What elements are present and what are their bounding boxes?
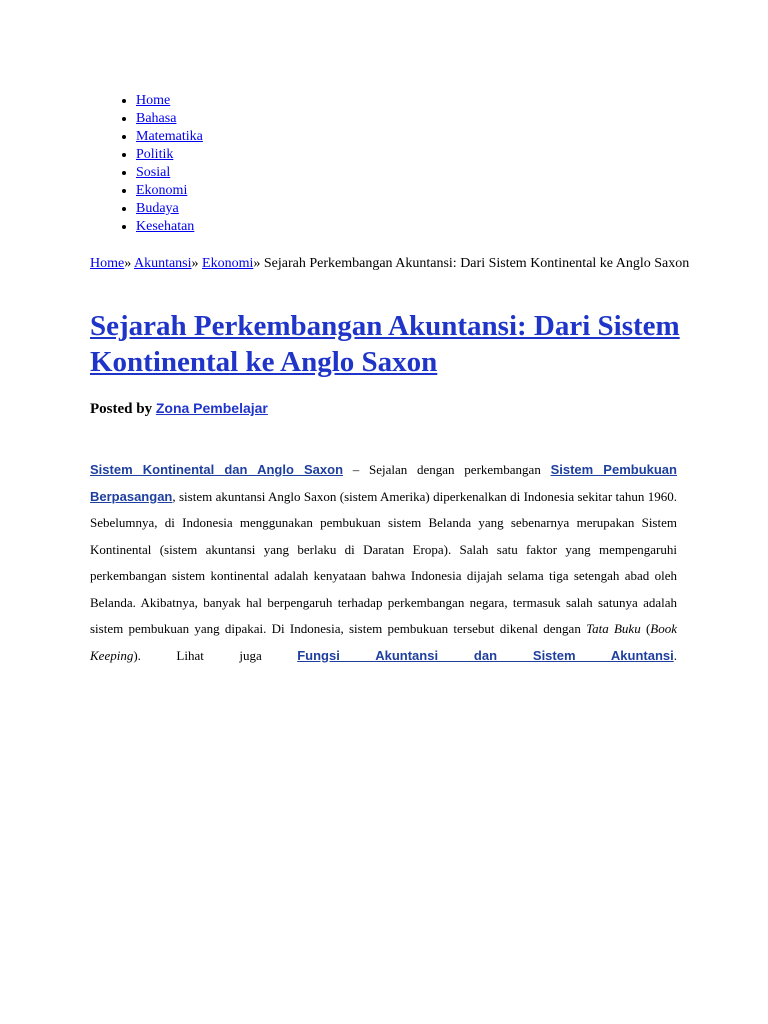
nav-item-sosial — [136, 164, 203, 182]
breadcrumb-separator: » — [124, 256, 134, 271]
nav-link-home[interactable]: Home — [136, 93, 171, 108]
nav-item-ekonomi — [136, 182, 203, 200]
article-text: ( — [640, 621, 651, 636]
page-title — [90, 308, 710, 380]
breadcrumb-akuntansi-link[interactable]: Akuntansi — [133, 256, 192, 271]
breadcrumb-separator: » — [191, 256, 203, 271]
link-sistem-pembukuan[interactable]: Sistem Pembukuan Berpasangan — [90, 462, 677, 504]
category-nav — [112, 92, 203, 236]
link-sistem-kontinental[interactable]: Sistem Kontinental dan Anglo Saxon — [90, 462, 344, 477]
article-text: ). Lihat juga — [133, 647, 298, 663]
article-italic-term: Book Keeping — [90, 621, 678, 663]
nav-item-budaya — [136, 200, 203, 218]
nav-item-home — [136, 92, 203, 110]
article-body — [90, 457, 677, 669]
nav-item-kesehatan — [136, 218, 203, 236]
article-text: . — [673, 647, 677, 663]
article-text: – Sejalan dengan perkembangan — [343, 462, 551, 477]
nav-link-budaya[interactable]: Budaya — [136, 201, 179, 216]
nav-link-politik[interactable]: Politik — [136, 147, 174, 162]
page-title-link[interactable]: Sejarah Perkembangan Akuntansi: Dari Sistem Kontinental ke Anglo Saxon — [90, 310, 680, 378]
nav-link-bahasa[interactable]: Bahasa — [136, 111, 177, 126]
breadcrumb-home-link[interactable]: Home — [90, 256, 125, 271]
nav-item-politik — [136, 146, 203, 164]
nav-link-ekonomi[interactable]: Ekonomi — [136, 183, 188, 198]
link-fungsi-akuntansi[interactable]: Fungsi Akuntansi dan Sistem Akuntansi — [297, 647, 674, 663]
author-link[interactable]: Zona Pembelajar — [155, 400, 268, 416]
breadcrumb — [90, 255, 690, 273]
nav-link-kesehatan[interactable]: Kesehatan — [136, 219, 195, 234]
breadcrumb-ekonomi-link[interactable]: Ekonomi — [202, 256, 254, 271]
nav-link-matematika[interactable]: Matematika — [136, 129, 203, 144]
nav-link-sosial[interactable]: Sosial — [136, 165, 171, 180]
post-byline — [90, 398, 268, 419]
breadcrumb-current: » Sejarah Perkembangan Akuntansi: Dari Sistem Kontinental ke Anglo Saxon — [253, 256, 690, 271]
article-text: , sistem akuntansi Anglo Saxon (sistem Amerika) diperkenalkan di Indonesia sekitar tahun 1960. Sebelumnya, di Indonesia menggunakan pembukuan sistem Belanda yang sebenarnya merupakan Sistem Kontinental (sistem akuntansi yang berlaku di Daratan Eropa). Salah satu faktor yang mempengaruhi perkembangan sistem kontinental adalah kenyataan bahwa Indonesia dijajah selama tiga setengah abad oleh Belanda. Akibatnya, banyak hal berpengaruh terhadap perkembangan negara, termasuk salah satunya adalah sistem pembukuan yang dipakai. Di Indonesia, sistem pembukuan tersebut dikenal dengan — [90, 488, 677, 636]
article-italic-term: Tata Buku — [586, 621, 641, 636]
nav-item-bahasa — [136, 110, 203, 128]
nav-item-matematika — [136, 128, 203, 146]
posted-by-label: Posted by — [90, 401, 156, 417]
